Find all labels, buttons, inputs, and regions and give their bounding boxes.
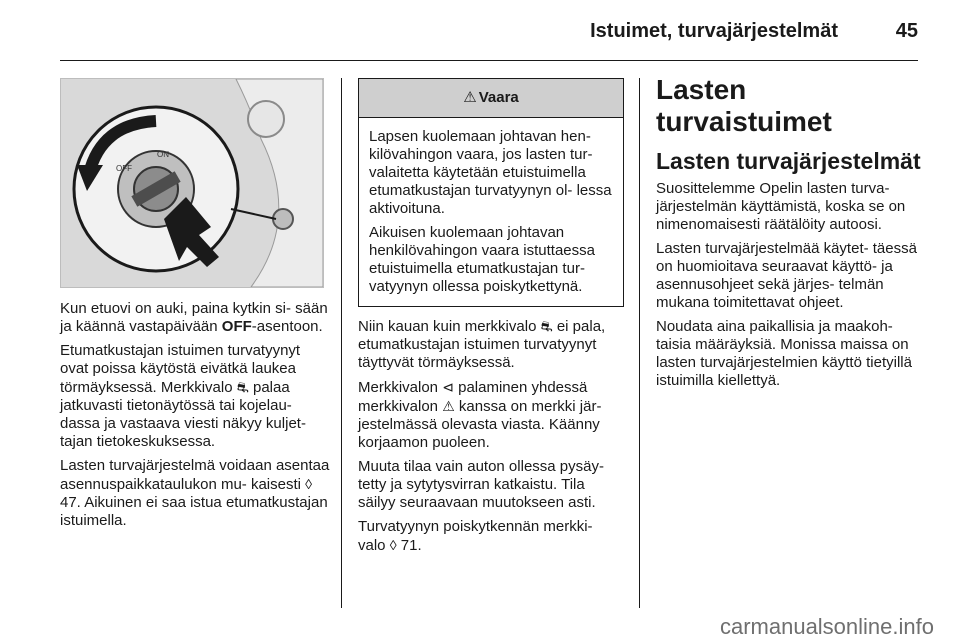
column-right: [656, 74, 922, 396]
warning-triangle-icon: ⚠: [463, 89, 477, 106]
danger-warning-box: [358, 78, 624, 307]
switch-on-label: ON: [157, 150, 169, 159]
paragraph: Suosittelemme Opelin lasten turva‑ järjestelmän käyttämistä, koska se on nimenomaisesti räätälöity autoosi.: [656, 180, 906, 233]
watermark: carmanualsonline.info: [719, 614, 934, 639]
airbag-off-indicator-icon: ⛐: [236, 379, 249, 395]
paragraph: Turvatyynyn poiskytkennän merkki‑ valo ◊ 71.: [358, 518, 593, 554]
page-header: [60, 0, 918, 61]
paragraph: Niin kauan kuin merkkivalo ⛐ ei pala, etumatkustajan istuimen turvatyynyt täyttyvät törmäyksessä.: [358, 318, 606, 371]
paragraph: Noudata aina paikallisia ja maakoh‑ taisia määräyksiä. Monissa maissa on lasten turvajärjestelmien käyttö tietyillä istuimilla kiellettyä.: [656, 318, 912, 389]
page-number: 45: [895, 20, 918, 42]
page-reference-icon: ◊: [305, 476, 313, 492]
airbag-off-indicator-icon: ⛐: [540, 318, 553, 334]
section-heading: Lasten turvajärjestelmät: [656, 148, 921, 174]
airbag-warning-icon: ⊲: [442, 379, 454, 395]
paragraph: Merkkivalon ⊲ palaminen yhdessä merkkivalon ⚠ kanssa on merkki jär‑ jestelmässä olevasta viasta. Käänny korjaamon puoleen.: [358, 379, 602, 451]
warning-title: Vaara: [478, 89, 519, 106]
airbag-indicator-icon: ⚠: [442, 398, 455, 414]
warning-text: Lapsen kuolemaan johtavan hen‑ kilövahingon vaara, jos lasten tur‑ valaitetta käytetään etuistuimella etumatkustajan turvatyynyn ol‑ lessa aktivoituna.: [369, 128, 612, 217]
airbag-switch-drawing: [61, 79, 323, 287]
warning-header: [359, 79, 623, 118]
page-reference-icon: ◊: [389, 537, 397, 553]
chapter-heading: Lasten turvaistuimet: [656, 74, 832, 137]
paragraph: Etumatkustajan istuimen turvatyynyt ovat poissa käytöstä eivätkä laukea törmäyksessä. Merkkivalo ⛐ palaa jatkuvasti tietonäytössä tai kojelau‑ dassa ja vastaava viesti näkyy kuljet‑ tajan tietokeskuksessa.: [60, 342, 306, 450]
column-divider-right: [639, 78, 640, 608]
paragraph: Kun etuovi on auki, paina kytkin si‑ sään ja käännä vastapäivään OFF‑asentoon.: [60, 300, 328, 335]
paragraph: Muuta tilaa vain auton ollessa pysäy‑ tetty ja sytytysvirran katkaistu. Tila säilyy seuraavaan muutokseen asti.: [358, 458, 604, 511]
switch-off-label: OFF: [116, 164, 132, 173]
paragraph: Lasten turvajärjestelmää käytet‑ täessä on huomioitava seuraavat käyttö‑ ja asennusohjeet sekä järjes‑ telmän mukana toimitettavat ohjeet.: [656, 240, 917, 311]
paragraph: Lasten turvajärjestelmä voidaan asentaa asennuspaikkataulukon mu‑ kaisesti ◊ 47. Aikuinen ei saa istua etumatkustajan istuimella.: [60, 457, 330, 529]
column-divider-left: [341, 78, 342, 608]
warning-text: Aikuisen kuolemaan johtavan henkilövahingon vaara istuttaessa etuistuimella etumatkustajan tur‑ vatyynyn ollessa poiskytkettynä.: [369, 224, 595, 295]
column-left: [60, 78, 332, 536]
column-middle: [358, 78, 624, 561]
airbag-switch-illustration: [60, 78, 324, 288]
section-title: Istuimet, turvajärjestelmät: [590, 20, 838, 42]
